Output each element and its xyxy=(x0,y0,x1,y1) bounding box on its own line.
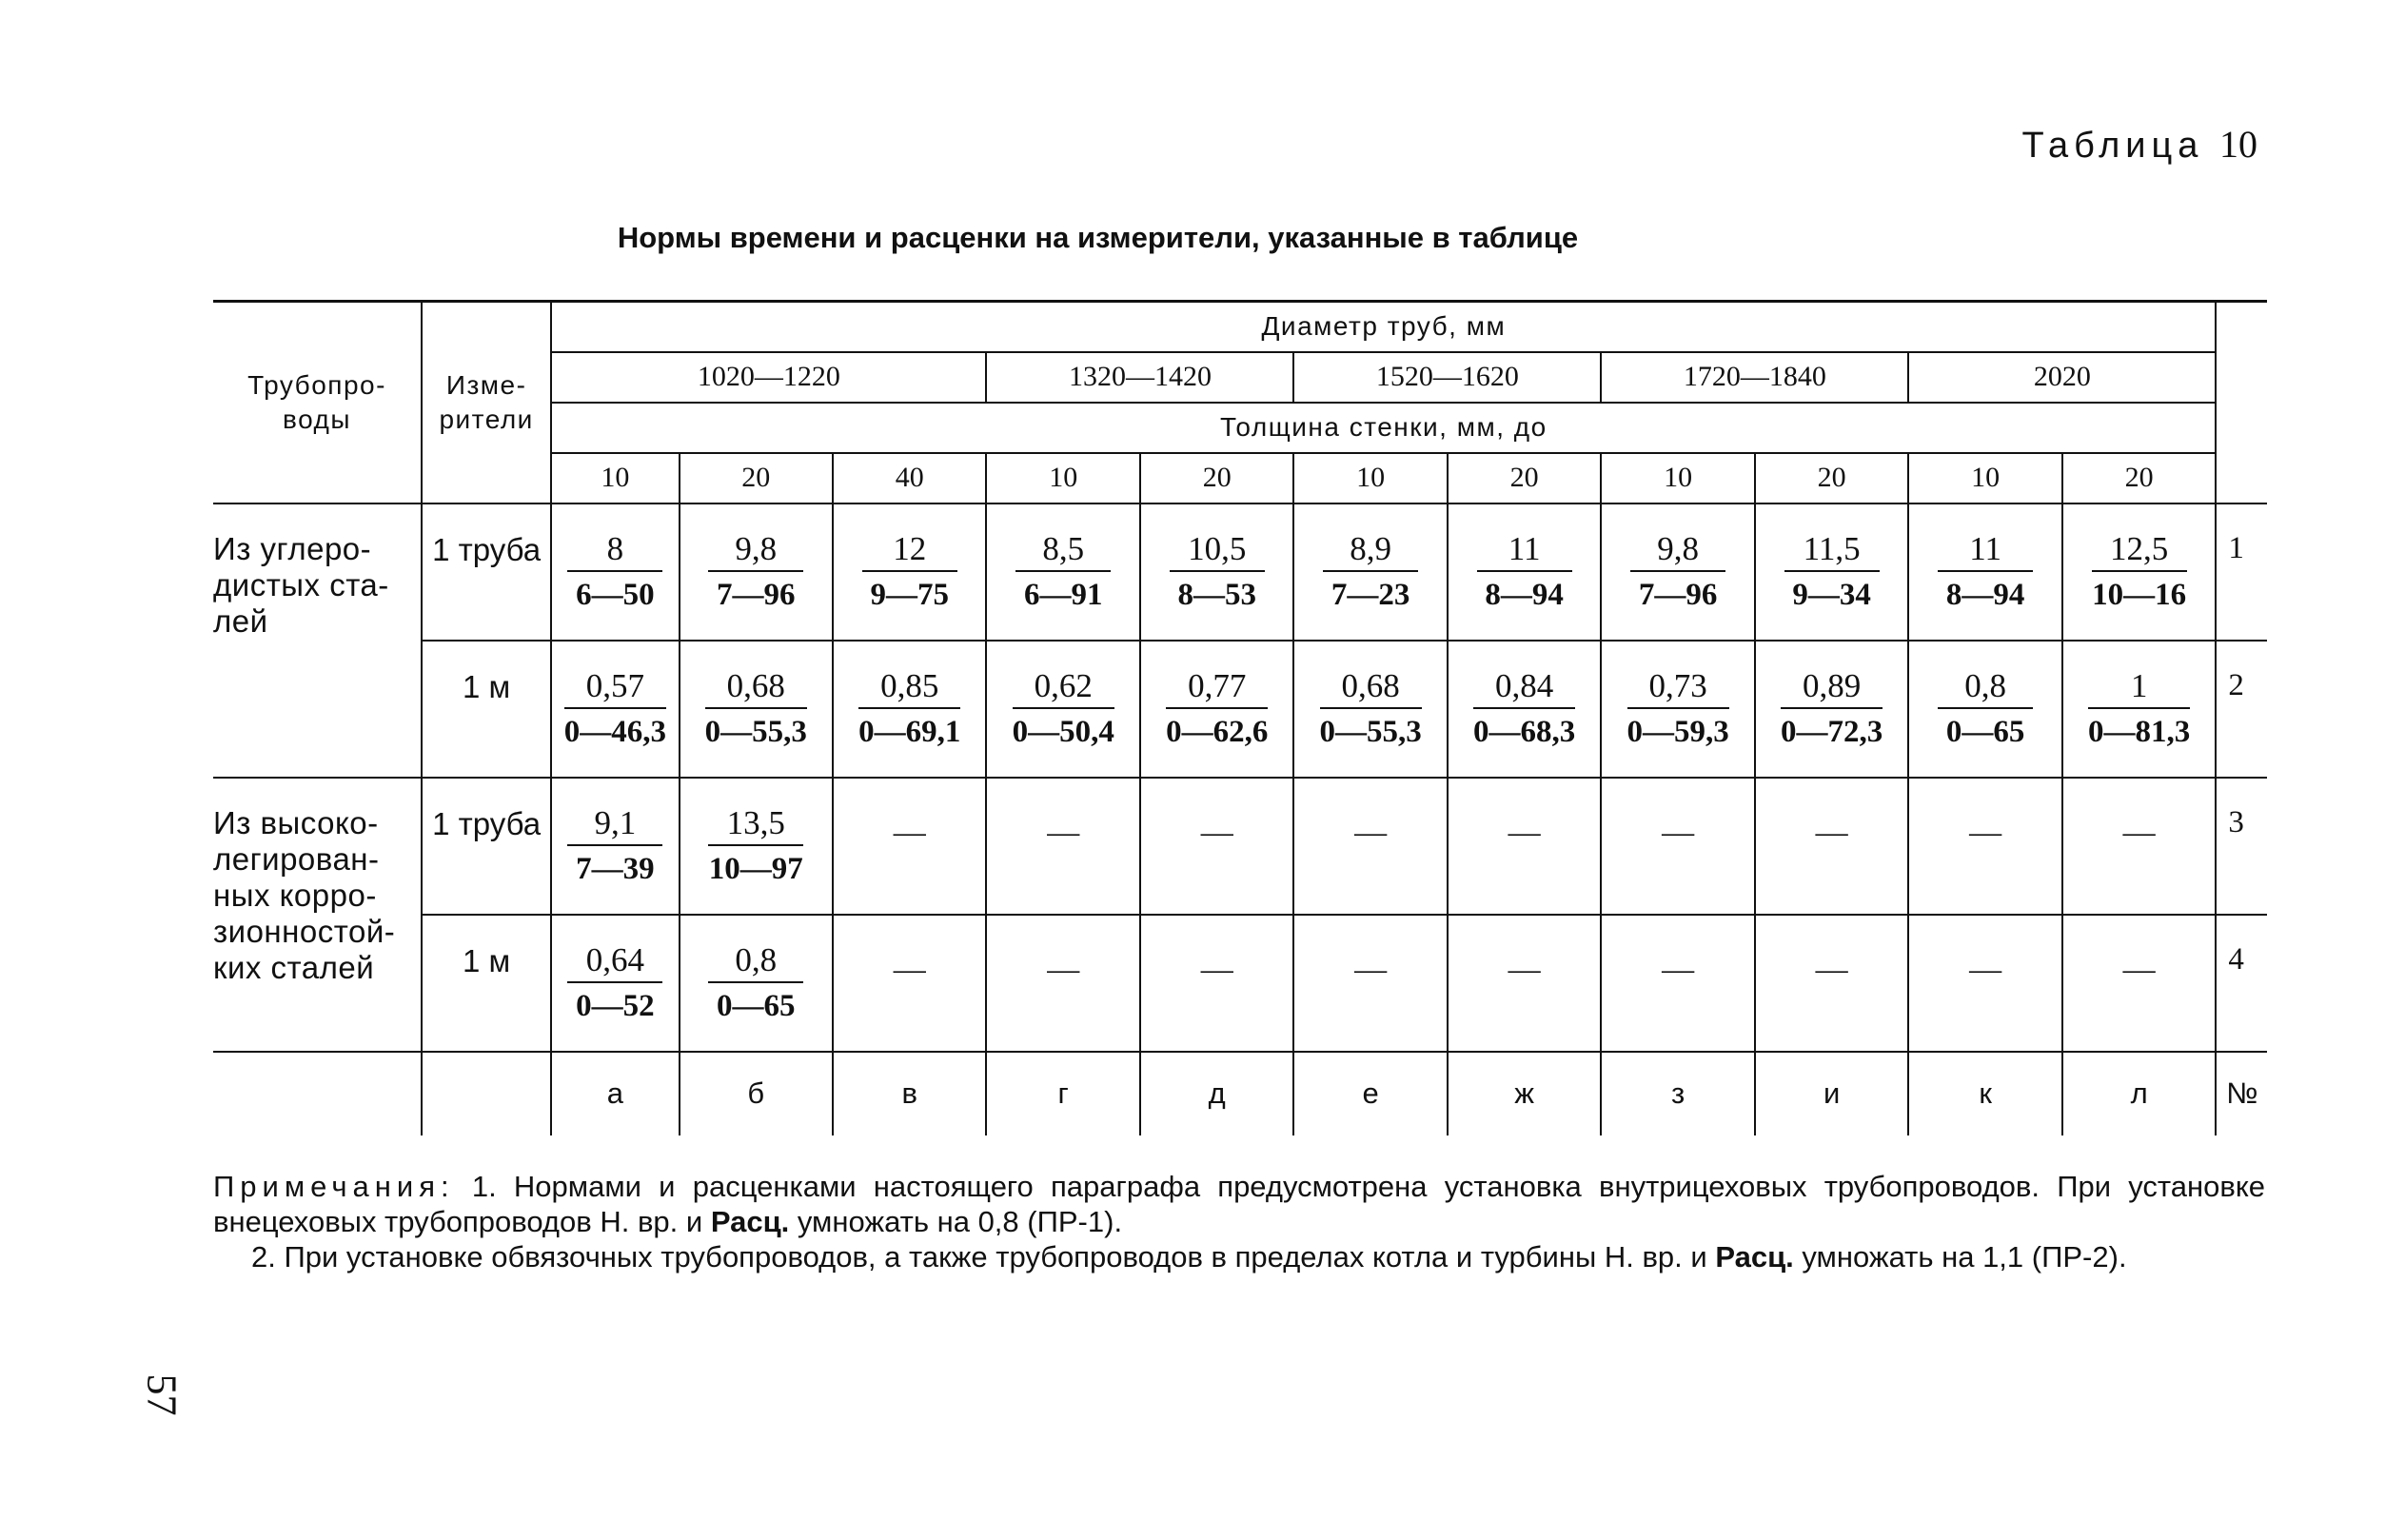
norm-fraction xyxy=(567,942,662,1026)
rate: 9—75 xyxy=(870,577,949,612)
value-cell xyxy=(986,503,1139,641)
table-row xyxy=(213,641,2267,778)
value-cell xyxy=(986,778,1139,915)
empty-dash: — xyxy=(1815,814,1848,850)
header-diameter-group: 2020 xyxy=(1908,352,2216,403)
time-norm: 9,8 xyxy=(1630,531,1725,572)
row-number: 1 xyxy=(2216,503,2267,641)
value-cell xyxy=(551,503,679,641)
time-norm: 13,5 xyxy=(708,805,803,846)
column-letter: а xyxy=(551,1052,679,1135)
norm-fraction xyxy=(1938,668,2033,752)
header-thickness: 20 xyxy=(680,453,833,503)
header-thickness: 20 xyxy=(2062,453,2217,503)
norm-fraction xyxy=(1473,668,1575,752)
empty-dash: — xyxy=(1200,814,1233,850)
value-cell xyxy=(1601,778,1754,915)
header-thickness: 20 xyxy=(1448,453,1601,503)
value-cell xyxy=(1908,503,2061,641)
value-cell xyxy=(986,641,1139,778)
empty-dash: — xyxy=(1662,814,1695,850)
empty-dash: — xyxy=(1354,814,1388,850)
column-letter: к xyxy=(1908,1052,2061,1135)
rate: 0—50,4 xyxy=(1012,714,1114,749)
column-letter: б xyxy=(680,1052,833,1135)
empty-dash: — xyxy=(1047,951,1080,987)
time-norm: 0,64 xyxy=(567,942,662,983)
note-2-text: 2. При установке обвязочных трубопроводов, а также трубопроводов в пределах котла и турбины Н. вр. и xyxy=(251,1240,1716,1273)
header-diameter-group: 1320—1420 xyxy=(986,352,1293,403)
column-letters-row xyxy=(213,1052,2267,1135)
empty-dash: — xyxy=(1047,814,1080,850)
header-num-col-blank xyxy=(2216,352,2267,403)
value-cell xyxy=(2062,641,2217,778)
rate: 0—59,3 xyxy=(1626,714,1729,749)
value-cell xyxy=(1293,915,1447,1052)
value-cell xyxy=(2062,915,2217,1052)
norm-fraction xyxy=(1627,668,1729,752)
empty-dash: — xyxy=(1354,951,1388,987)
notes-label: Примечания: xyxy=(213,1170,455,1203)
value-cell xyxy=(680,641,833,778)
rate: 0—65 xyxy=(1945,714,2025,749)
empty-dash: — xyxy=(1969,814,2002,850)
value-cell xyxy=(551,915,679,1052)
empty-dash: — xyxy=(893,951,926,987)
value-cell xyxy=(680,915,833,1052)
time-norm: 0,77 xyxy=(1166,668,1268,709)
time-norm: 0,84 xyxy=(1473,668,1575,709)
empty-dash: — xyxy=(1508,951,1541,987)
norm-fraction xyxy=(1015,531,1111,615)
rate: 10—16 xyxy=(2092,577,2187,612)
row-number: 4 xyxy=(2216,915,2267,1052)
header-wall: Толщина стенки, мм, до xyxy=(551,403,2216,453)
empty-dash: — xyxy=(1508,814,1541,850)
column-letter: з xyxy=(1601,1052,1754,1135)
row-number: 2 xyxy=(2216,641,2267,778)
column-letter: и xyxy=(1755,1052,1908,1135)
time-norm: 0,68 xyxy=(705,668,807,709)
time-norm: 12,5 xyxy=(2092,531,2187,572)
rate: 0—52 xyxy=(576,988,655,1023)
time-norm: 8 xyxy=(567,531,662,572)
rate: 0—81,3 xyxy=(2088,714,2191,749)
value-cell xyxy=(1140,503,1293,641)
value-cell xyxy=(1908,778,2061,915)
rate: 7—96 xyxy=(716,577,796,612)
empty-dash: — xyxy=(1662,951,1695,987)
table-label-number: 10 xyxy=(2219,123,2257,166)
time-norm: 0,8 xyxy=(1938,668,2033,709)
note-1 xyxy=(213,1169,2265,1239)
time-norm: 8,5 xyxy=(1015,531,1111,572)
norm-fraction xyxy=(708,805,803,889)
rate: 10—97 xyxy=(708,851,803,886)
value-cell xyxy=(1140,915,1293,1052)
rate: 0—69,1 xyxy=(858,714,961,749)
norm-fraction xyxy=(2088,668,2190,752)
rate: 0—72,3 xyxy=(1781,714,1883,749)
header-thickness: 40 xyxy=(833,453,986,503)
value-cell xyxy=(680,778,833,915)
value-cell xyxy=(1755,641,1908,778)
header-thickness: 10 xyxy=(1293,453,1447,503)
norm-fraction xyxy=(2092,531,2187,615)
empty-dash: — xyxy=(1200,951,1233,987)
value-cell xyxy=(833,503,986,641)
time-norm: 10,5 xyxy=(1170,531,1265,572)
column-letter: л xyxy=(2130,1076,2148,1110)
note-2 xyxy=(213,1239,2265,1274)
norm-fraction xyxy=(1323,531,1418,615)
time-norm: 1 xyxy=(2088,668,2190,709)
row-measure: 1 труба xyxy=(422,503,551,641)
column-letter: е xyxy=(1293,1052,1447,1135)
header-diameter: Диаметр труб, мм xyxy=(551,302,2216,352)
rate: 7—39 xyxy=(576,851,655,886)
header-num-col-blank xyxy=(2216,453,2267,503)
rate: 8—94 xyxy=(1485,577,1564,612)
rate: 0—62,6 xyxy=(1166,714,1269,749)
empty-dash: — xyxy=(893,814,926,850)
table-label-word: Таблица xyxy=(2021,126,2204,166)
notes xyxy=(213,1169,2265,1274)
time-norm: 0,57 xyxy=(564,668,666,709)
value-cell xyxy=(1601,641,1754,778)
header-num-col-blank xyxy=(2216,302,2267,352)
norm-fraction xyxy=(1938,531,2033,615)
value-cell xyxy=(1755,503,1908,641)
number-sign: № xyxy=(2216,1052,2267,1135)
column-letter: в xyxy=(833,1052,986,1135)
letters-blank xyxy=(422,1052,551,1135)
norm-fraction xyxy=(862,531,957,615)
column-letter: д xyxy=(1140,1052,1293,1135)
table-row xyxy=(213,915,2267,1052)
time-norm: 12 xyxy=(862,531,957,572)
value-cell xyxy=(1293,641,1447,778)
value-cell xyxy=(833,915,986,1052)
page-number: 57 xyxy=(138,1373,186,1416)
header-thickness: 10 xyxy=(986,453,1139,503)
header-thickness: 20 xyxy=(1755,453,1908,503)
time-norm: 9,8 xyxy=(708,531,803,572)
value-cell xyxy=(1293,503,1447,641)
norm-fraction xyxy=(567,805,662,889)
norm-fraction xyxy=(1170,531,1265,615)
note-1-text: 1. Нормами и расценками настоящего параграфа предусмотрена установка внутрицеховых трубопроводов. При установке внецеховых трубопроводов Н. вр. и xyxy=(213,1170,2265,1238)
value-cell xyxy=(833,778,986,915)
empty-dash: — xyxy=(1969,951,2002,987)
norm-fraction xyxy=(567,531,662,615)
time-norm: 0,85 xyxy=(858,668,960,709)
rate: 0—55,3 xyxy=(704,714,807,749)
time-norm: 11 xyxy=(1938,531,2033,572)
value-cell xyxy=(1755,915,1908,1052)
time-norm: 8,9 xyxy=(1323,531,1418,572)
rate: 0—46,3 xyxy=(563,714,666,749)
rate: 6—50 xyxy=(576,577,655,612)
time-norm: 0,89 xyxy=(1781,668,1883,709)
header-diameter-group: 1520—1620 xyxy=(1293,352,1601,403)
norm-fraction xyxy=(1320,668,1422,752)
table-caption: Нормы времени и расценки на измерители, указанные в таблице xyxy=(617,221,1579,254)
note-1-bold: Расц. xyxy=(710,1205,790,1238)
header-thickness: 10 xyxy=(551,453,679,503)
row-number: 3 xyxy=(2216,778,2267,915)
header-pipelines: Трубопро- воды xyxy=(213,302,422,503)
norm-fraction xyxy=(708,942,803,1026)
table-row xyxy=(213,503,2267,641)
value-cell xyxy=(1755,778,1908,915)
value-cell xyxy=(1140,778,1293,915)
column-letter: г xyxy=(986,1052,1139,1135)
row-group-name: Из высоко- легирован- ных корро- зионностой- ких сталей xyxy=(213,778,422,1052)
rate: 7—96 xyxy=(1638,577,1718,612)
row-measure: 1 м xyxy=(422,641,551,778)
letters-blank xyxy=(213,1052,422,1135)
header-thickness: 10 xyxy=(1908,453,2061,503)
value-cell xyxy=(1448,503,1601,641)
rate: 7—23 xyxy=(1331,577,1410,612)
time-norm: 0,62 xyxy=(1013,668,1114,709)
header-diameter-group: 1720—1840 xyxy=(1601,352,1908,403)
norm-fraction xyxy=(1477,531,1572,615)
value-cell xyxy=(1601,915,1754,1052)
time-norm: 0,8 xyxy=(708,942,803,983)
header-thickness: 10 xyxy=(1601,453,1754,503)
value-cell xyxy=(833,641,986,778)
row-measure: 1 м xyxy=(422,915,551,1052)
norm-fraction xyxy=(1630,531,1725,615)
value-cell xyxy=(1448,778,1601,915)
rate: 0—65 xyxy=(716,988,796,1023)
norm-fraction xyxy=(1013,668,1114,752)
value-cell xyxy=(1908,641,2061,778)
rate: 6—91 xyxy=(1023,577,1103,612)
header-measures: Изме- рители xyxy=(422,302,551,503)
norms-table xyxy=(213,300,2267,1135)
rate: 8—53 xyxy=(1177,577,1256,612)
value-cell xyxy=(1908,915,2061,1052)
note-2-bold: Расц. xyxy=(1715,1240,1794,1273)
value-cell xyxy=(1293,778,1447,915)
value-cell xyxy=(1140,641,1293,778)
time-norm: 11,5 xyxy=(1784,531,1880,572)
value-cell xyxy=(1601,503,1754,641)
norm-fraction xyxy=(1784,531,1880,615)
row-measure: 1 труба xyxy=(422,778,551,915)
table-row xyxy=(213,778,2267,915)
norm-fraction xyxy=(858,668,960,752)
header-row xyxy=(213,302,2267,352)
table-label xyxy=(2021,122,2257,167)
value-cell xyxy=(2062,778,2217,915)
norm-fraction xyxy=(1781,668,1883,752)
value-cell xyxy=(551,641,679,778)
column-letter: ж xyxy=(1448,1052,1601,1135)
value-cell xyxy=(2062,503,2217,641)
norm-fraction xyxy=(564,668,666,752)
time-norm: 0,68 xyxy=(1320,668,1422,709)
rate: 9—34 xyxy=(1792,577,1871,612)
header-num-col-blank xyxy=(2216,403,2267,453)
value-cell xyxy=(986,915,1139,1052)
rate: 0—55,3 xyxy=(1319,714,1422,749)
value-cell xyxy=(1448,915,1601,1052)
header-thickness: 20 xyxy=(1140,453,1293,503)
value-cell xyxy=(551,778,679,915)
norm-fraction xyxy=(1166,668,1268,752)
time-norm: 11 xyxy=(1477,531,1572,572)
empty-dash: — xyxy=(2122,814,2156,850)
rate: 0—68,3 xyxy=(1473,714,1576,749)
rate: 8—94 xyxy=(1945,577,2025,612)
time-norm: 9,1 xyxy=(567,805,662,846)
norm-fraction xyxy=(705,668,807,752)
value-cell xyxy=(680,503,833,641)
row-group-name: Из углеро- дистых ста- лей xyxy=(213,503,422,778)
norm-fraction xyxy=(708,531,803,615)
empty-dash: — xyxy=(1815,951,1848,987)
value-cell xyxy=(1448,641,1601,778)
time-norm: 0,73 xyxy=(1627,668,1729,709)
empty-dash: — xyxy=(2122,951,2156,987)
header-diameter-group: 1020—1220 xyxy=(551,352,986,403)
note-1-end: умножать на 0,8 (ПР-1). xyxy=(789,1205,1123,1238)
note-2-end: умножать на 1,1 (ПР-2). xyxy=(1793,1240,2127,1273)
